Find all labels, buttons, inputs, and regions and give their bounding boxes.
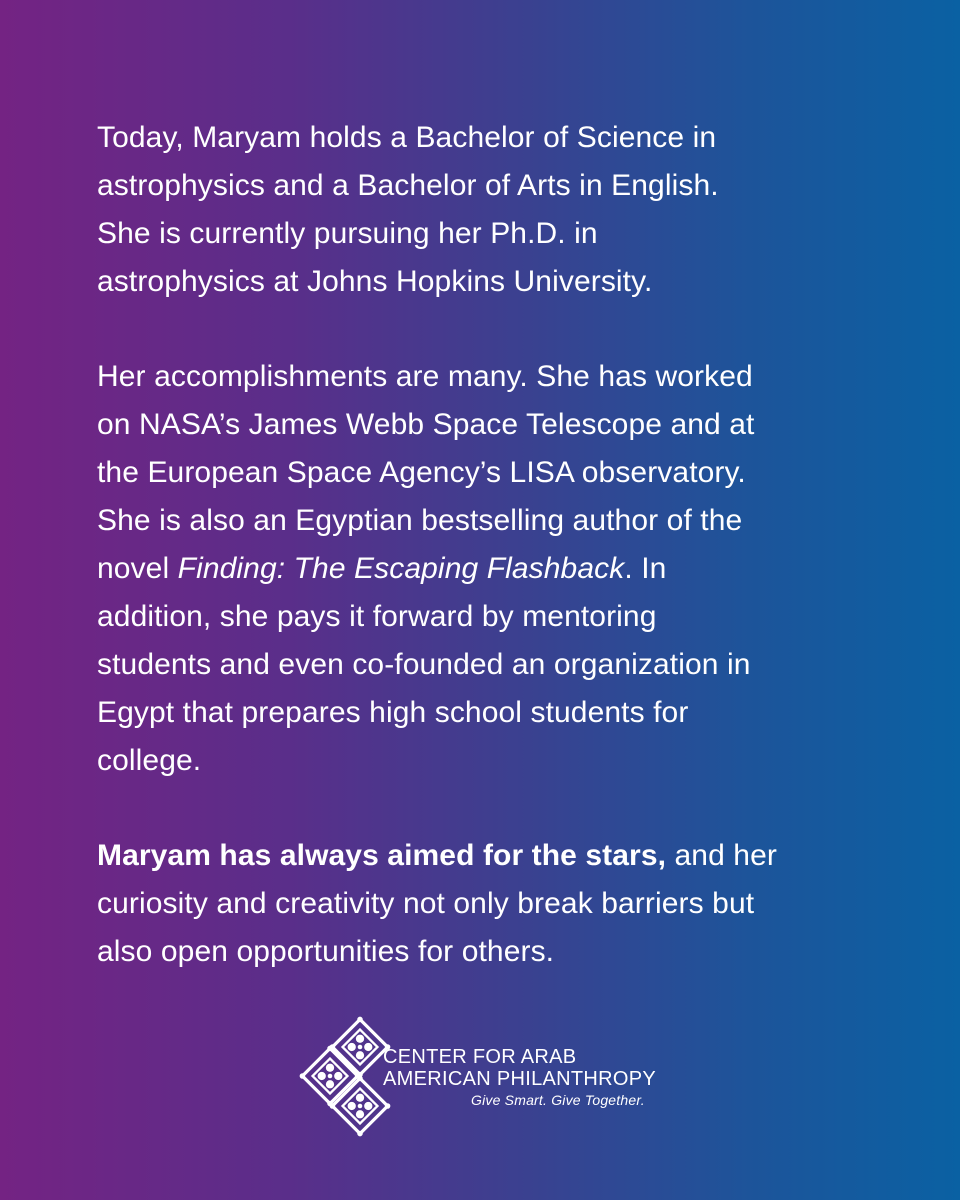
text-fragment: . In bbox=[624, 552, 667, 585]
paragraph-accomplishments bbox=[97, 353, 897, 785]
text-line: astrophysics at Johns Hopkins University. bbox=[97, 265, 653, 298]
text-line bbox=[97, 832, 897, 880]
novel-title: Finding: The Escaping Flashback bbox=[177, 552, 625, 585]
text-line: Egypt that prepares high school students for bbox=[97, 696, 689, 729]
text-line: curiosity and creativity not only break barriers but bbox=[97, 887, 755, 920]
organization-tagline: Give Smart. Give Together. bbox=[471, 1092, 645, 1108]
text-line: the European Space Agency’s LISA observatory. bbox=[97, 456, 746, 489]
organization-name-line: CENTER FOR ARAB bbox=[383, 1046, 577, 1068]
organization-logo bbox=[298, 1016, 678, 1138]
text-line: Her accomplishments are many. She has worked bbox=[97, 360, 753, 393]
organization-name-line: AMERICAN PHILANTHROPY bbox=[383, 1068, 657, 1090]
text-line: astrophysics and a Bachelor of Arts in English. bbox=[97, 169, 719, 202]
text-fragment: and her bbox=[666, 839, 777, 872]
text-line: also open opportunities for others. bbox=[97, 935, 555, 968]
paragraph-closing bbox=[97, 832, 897, 976]
text-line: She is also an Egyptian bestselling author of the bbox=[97, 504, 743, 537]
body-text bbox=[97, 114, 897, 976]
text-line: She is currently pursuing her Ph.D. in bbox=[97, 217, 598, 250]
paragraph-education bbox=[97, 114, 897, 306]
bold-statement: Maryam has always aimed for the stars, bbox=[97, 839, 667, 872]
text-line bbox=[97, 545, 897, 593]
text-fragment: novel bbox=[97, 552, 178, 585]
text-line: college. bbox=[97, 744, 202, 777]
organization-name bbox=[383, 1046, 656, 1090]
text-line: Today, Maryam holds a Bachelor of Science in bbox=[97, 121, 717, 154]
text-line: on NASA’s James Webb Space Telescope and at bbox=[97, 408, 755, 441]
text-line: addition, she pays it forward by mentoring bbox=[97, 600, 657, 633]
text-line: students and even co-founded an organization in bbox=[97, 648, 751, 681]
